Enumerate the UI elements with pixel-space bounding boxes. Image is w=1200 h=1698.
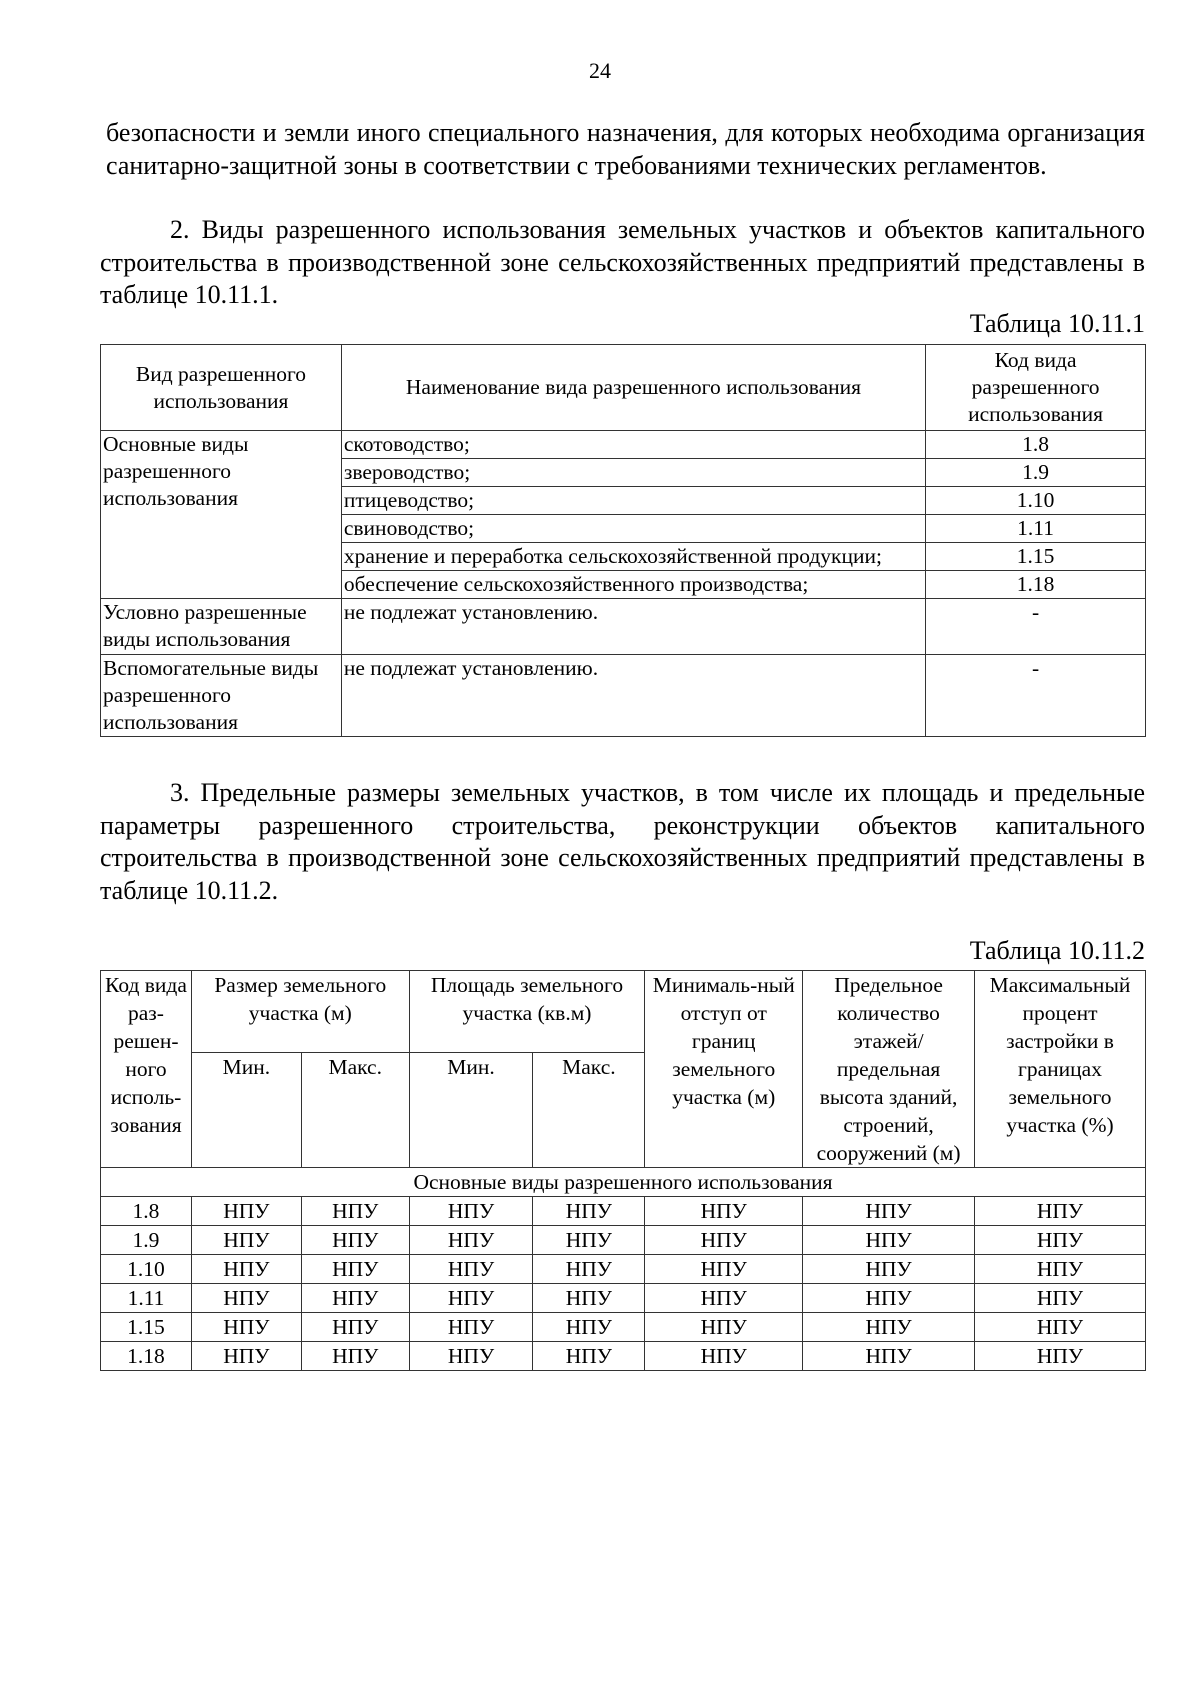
table-2-cell: НПУ xyxy=(409,1226,533,1255)
table-2-cell: НПУ xyxy=(803,1284,975,1313)
paragraph-2: 2. Виды разрешенного использования земельных участков и объектов капитального строительства в производственной зоне сельскохозяйственных предприятий представлены в таблице 10.11.1. xyxy=(100,215,1145,309)
table-2-cell: НПУ xyxy=(975,1197,1146,1226)
table-1-code-cell: 1.8 xyxy=(926,431,1146,459)
table-2 xyxy=(100,970,1146,1371)
table-2-header-area-max: Макс. xyxy=(533,1053,645,1168)
table-2-cell: НПУ xyxy=(409,1255,533,1284)
table-1-auxiliary-kind: Вспомогательные виды разрешенного использования xyxy=(101,655,342,737)
table-1-name-cell: не подлежат установлению. xyxy=(341,655,925,737)
table-2-group-row xyxy=(101,1168,1146,1197)
table-row xyxy=(101,431,1146,459)
table-2-cell: НПУ xyxy=(409,1342,533,1371)
table-2-header-setback: Минималь-ный отступ от границ земельного участка (м) xyxy=(645,971,803,1168)
table-2-header-row xyxy=(101,971,1146,1053)
table-1-conditional-kind: Условно разрешенные виды использования xyxy=(101,599,342,655)
table-2-header-floors: Предельное количество этажей/ предельная высота зданий, строений, сооружений (м) xyxy=(803,971,975,1168)
table-2-code-cell: 1.8 xyxy=(101,1197,192,1226)
table-2-cell: НПУ xyxy=(191,1226,301,1255)
table-2-cell: НПУ xyxy=(803,1226,975,1255)
table-2-cell: НПУ xyxy=(191,1313,301,1342)
table-2-cell: НПУ xyxy=(533,1342,645,1371)
table-2-cell: НПУ xyxy=(645,1255,803,1284)
table-1-name-cell: не подлежат установлению. xyxy=(341,599,925,655)
table-2-cell: НПУ xyxy=(803,1313,975,1342)
table-1-caption: Таблица 10.11.1 xyxy=(969,309,1145,338)
table-row xyxy=(101,1313,1146,1342)
table-2-header-code: Код вида раз-решен-ного исполь-зования xyxy=(101,971,192,1168)
page-number: 24 xyxy=(589,58,611,83)
table-2-cell: НПУ xyxy=(645,1313,803,1342)
table-2-cell: НПУ xyxy=(191,1197,301,1226)
table-2-cell: НПУ xyxy=(975,1284,1146,1313)
paragraph-3: 3. Предельные размеры земельных участков, в том числе их площадь и предельные параметры разрешенного строительства, реконструкции объектов капитального строительства в производственной зоне сельскохозяйственных предприятий представлены в таблице 10.11.2. xyxy=(100,778,1145,905)
table-1-name-cell: звероводство; xyxy=(341,459,925,487)
table-1-code-cell: - xyxy=(926,655,1146,737)
table-2-cell: НПУ xyxy=(409,1197,533,1226)
table-1-main-kind: Основные виды разрешенного использования xyxy=(101,431,342,599)
table-2-cell: НПУ xyxy=(191,1255,301,1284)
table-2-group-label: Основные виды разрешенного использования xyxy=(101,1168,1146,1197)
table-2-cell: НПУ xyxy=(975,1255,1146,1284)
table-2-code-cell: 1.11 xyxy=(101,1284,192,1313)
table-row xyxy=(101,1197,1146,1226)
table-row xyxy=(101,1284,1146,1313)
table-1-code-cell: - xyxy=(926,599,1146,655)
table-1-header-code: Код вида разрешенного использования xyxy=(926,345,1146,431)
table-2-cell: НПУ xyxy=(301,1284,409,1313)
table-row xyxy=(101,599,1146,655)
table-2-cell: НПУ xyxy=(301,1313,409,1342)
table-1-name-cell: свиноводство; xyxy=(341,515,925,543)
table-row xyxy=(101,1226,1146,1255)
table-2-code-cell: 1.9 xyxy=(101,1226,192,1255)
table-1-name-cell: обеспечение сельскохозяйственного производства; xyxy=(341,571,925,599)
table-2-header-coverage: Максимальный процент застройки в границах земельного участка (%) xyxy=(975,971,1146,1168)
table-1 xyxy=(100,344,1146,737)
table-2-cell: НПУ xyxy=(533,1226,645,1255)
table-2-cell: НПУ xyxy=(301,1197,409,1226)
table-2-header-size: Размер земельного участка (м) xyxy=(191,971,409,1053)
table-row xyxy=(101,655,1146,737)
table-2-cell: НПУ xyxy=(191,1342,301,1371)
table-2-cell: НПУ xyxy=(409,1313,533,1342)
table-1-header-kind: Вид разрешенного использования xyxy=(101,345,342,431)
table-2-cell: НПУ xyxy=(645,1284,803,1313)
table-2-cell: НПУ xyxy=(975,1342,1146,1371)
table-2-cell: НПУ xyxy=(645,1342,803,1371)
table-2-cell: НПУ xyxy=(301,1255,409,1284)
table-2-code-cell: 1.10 xyxy=(101,1255,192,1284)
table-1-code-cell: 1.11 xyxy=(926,515,1146,543)
table-2-cell: НПУ xyxy=(645,1197,803,1226)
table-2-cell: НПУ xyxy=(533,1255,645,1284)
table-1-name-cell: птицеводство; xyxy=(341,487,925,515)
table-1-name-cell: скотоводство; xyxy=(341,431,925,459)
table-2-cell: НПУ xyxy=(645,1226,803,1255)
table-2-header-size-min: Мин. xyxy=(191,1053,301,1168)
table-2-cell: НПУ xyxy=(803,1255,975,1284)
table-2-cell: НПУ xyxy=(533,1313,645,1342)
paragraph-1: безопасности и земли иного специального назначения, для которых необходима организация санитарно-защитной зоны в соответствии с требованиями технических регламентов. xyxy=(106,118,1145,180)
table-1-header-row xyxy=(101,345,1146,431)
table-2-cell: НПУ xyxy=(301,1226,409,1255)
table-2-header-area: Площадь земельного участка (кв.м) xyxy=(409,971,645,1053)
table-2-cell: НПУ xyxy=(533,1197,645,1226)
table-row xyxy=(101,1342,1146,1371)
table-row xyxy=(101,1255,1146,1284)
table-2-cell: НПУ xyxy=(301,1342,409,1371)
table-1-code-cell: 1.9 xyxy=(926,459,1146,487)
table-2-cell: НПУ xyxy=(975,1226,1146,1255)
table-1-code-cell: 1.15 xyxy=(926,543,1146,571)
table-2-code-cell: 1.18 xyxy=(101,1342,192,1371)
table-1-code-cell: 1.18 xyxy=(926,571,1146,599)
table-1-header-name: Наименование вида разрешенного использования xyxy=(341,345,925,431)
table-1-code-cell: 1.10 xyxy=(926,487,1146,515)
table-2-code-cell: 1.15 xyxy=(101,1313,192,1342)
table-2-caption: Таблица 10.11.2 xyxy=(969,936,1145,965)
table-2-header-size-max: Макс. xyxy=(301,1053,409,1168)
table-2-cell: НПУ xyxy=(533,1284,645,1313)
table-1-name-cell: хранение и переработка сельскохозяйственной продукции; xyxy=(341,543,925,571)
table-2-cell: НПУ xyxy=(803,1342,975,1371)
table-2-header-area-min: Мин. xyxy=(409,1053,533,1168)
table-2-cell: НПУ xyxy=(975,1313,1146,1342)
table-2-cell: НПУ xyxy=(409,1284,533,1313)
table-2-cell: НПУ xyxy=(191,1284,301,1313)
table-2-cell: НПУ xyxy=(803,1197,975,1226)
